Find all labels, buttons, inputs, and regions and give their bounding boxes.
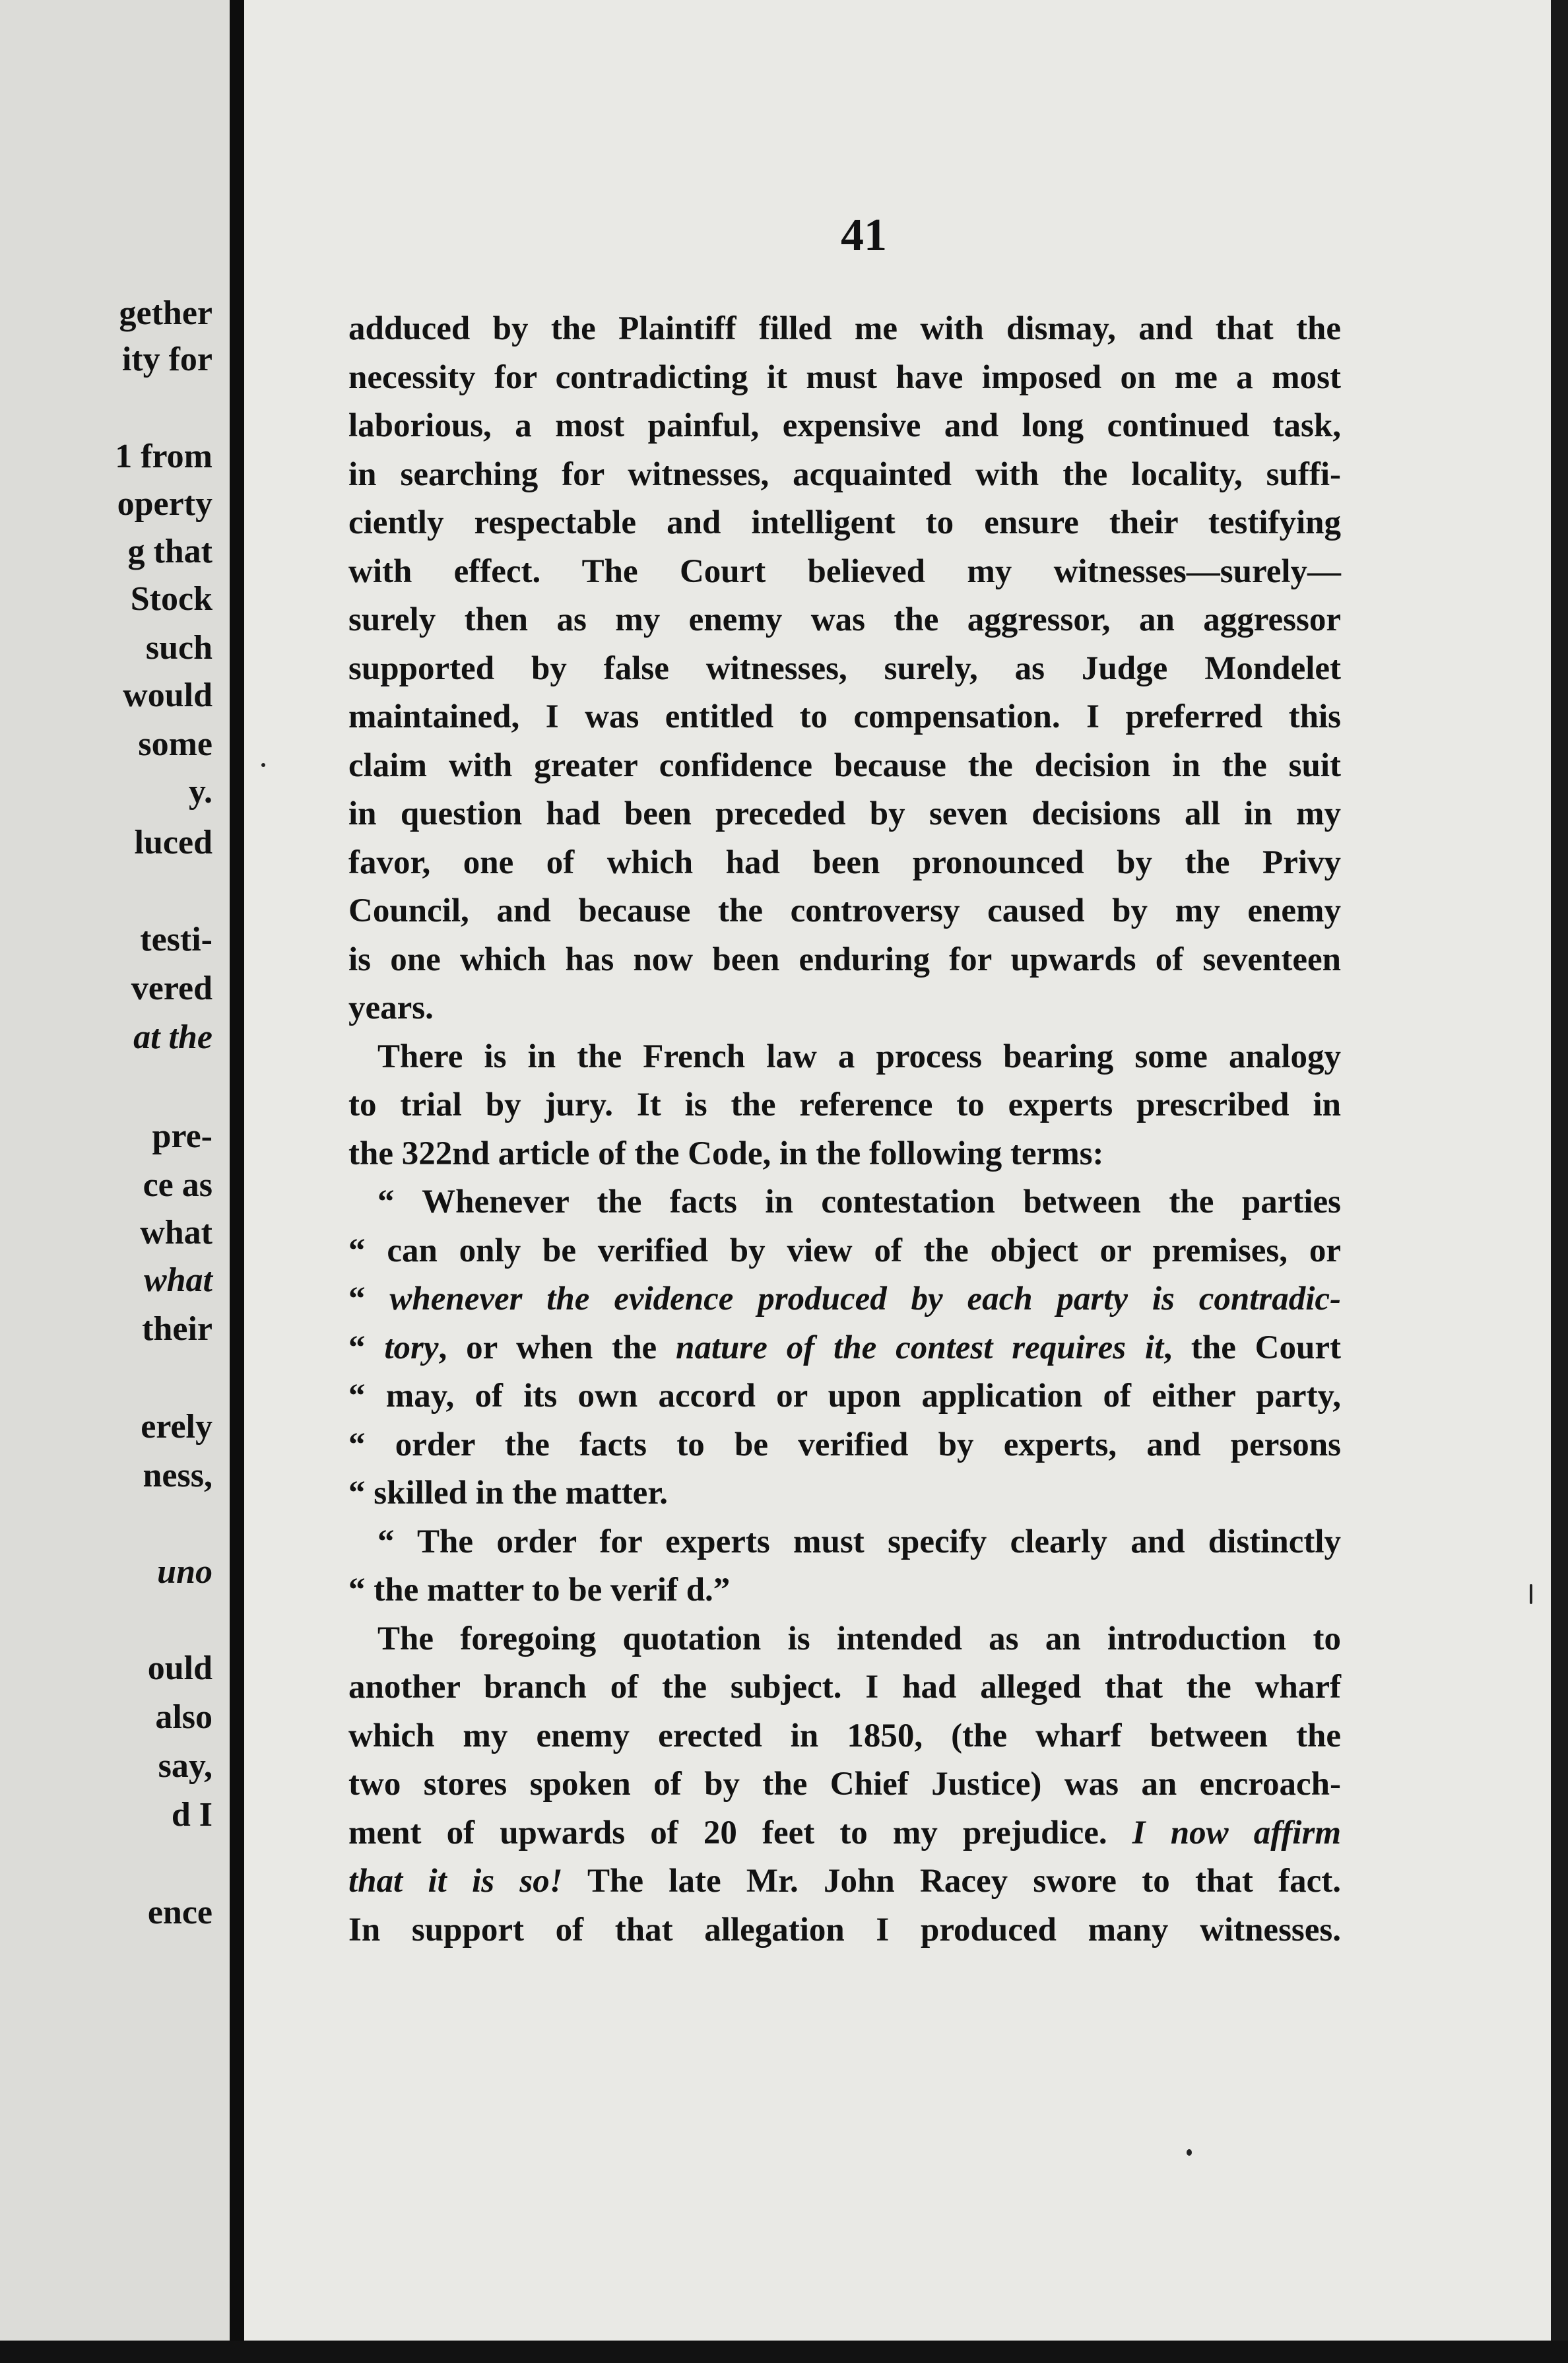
left-page-fragment: testi- [140,921,212,958]
text-line [348,1421,1341,1470]
left-page-fragment: such [145,629,212,667]
text-line [348,305,1341,354]
left-page-fragment: ce as [143,1166,212,1204]
left-page-fragment: say, [158,1747,212,1785]
text-line [348,1663,1341,1712]
left-page-fragment: ence [147,1894,212,1931]
text-line [348,839,1341,888]
text-span: Council, and because the controversy caused by my enemy [348,892,1341,929]
italic-text-span: I now affirm [1132,1814,1341,1851]
text-line [348,1033,1341,1082]
text-line [348,645,1341,694]
text-line [348,936,1341,985]
text-span: necessity for contradicting it must have imposed on me a most [348,358,1341,396]
text-span: “ [348,1329,385,1366]
text-span: surely then as my enemy was the aggressor, an aggressor [348,601,1341,638]
text-span: The late Mr. John Racey swore to that fact. [562,1863,1341,1900]
text-span: two stores spoken of by the Chief Justice) was an encroach- [348,1766,1341,1803]
text-span: ment of upwards of 20 feet to my prejudice. [348,1814,1132,1851]
text-line [348,693,1341,742]
text-span: There is in the French law a process bearing some analogy [377,1038,1341,1075]
text-line [348,1081,1341,1130]
scan-bottom-edge [0,2341,1568,2363]
left-page-fragment: at the [133,1018,212,1056]
text-span: maintained, I was entitled to compensation. I preferred this [348,698,1341,735]
text-line [348,887,1341,936]
text-line [348,1712,1341,1761]
text-span: , or when the [438,1329,676,1366]
left-page-fragment: would [123,677,212,714]
text-span: is one which has now been enduring for upwards of seventeen [348,941,1341,978]
text-span: “ order the facts to be verified by experts, and persons [348,1426,1341,1463]
left-page-fragment: luced [134,824,212,861]
left-page-fragment: what [140,1214,212,1251]
text-line [348,1809,1341,1858]
left-page-fragment: vered [131,970,212,1007]
left-page-fragment: some [138,725,212,763]
text-span: , the Court [1163,1329,1341,1366]
text-line [348,596,1341,645]
left-page-fragment: Stock [130,580,212,618]
left-page-fragment: y. [188,773,212,811]
text-span: In support of that allegation I produced many witnesses. [348,1911,1341,1948]
print-speck [261,763,265,767]
text-span: years. [348,989,434,1026]
text-span: the 322nd article of the Code, in the following terms: [348,1135,1104,1172]
print-speck [1187,2149,1192,2156]
print-speck [1530,1584,1532,1604]
text-line [348,354,1341,403]
page-body-text [348,305,1341,1954]
left-page-fragment: their [142,1310,212,1348]
left-page-fragment: ity for [121,341,212,378]
text-line [348,1372,1341,1421]
left-page-fragment: operty [117,485,212,523]
left-page-fragment: d I [171,1796,212,1834]
left-page-fragment: uno [157,1553,212,1591]
left-page-fragment: gether [119,294,212,332]
text-line [348,742,1341,791]
text-line [348,499,1341,548]
book-gutter [230,0,244,2363]
text-span: which my enemy erected in 1850, (the wharf between the [348,1717,1341,1754]
text-span: “ can only be verified by view of the object or premises, or [348,1232,1341,1269]
italic-text-span: that it is so! [348,1863,563,1900]
italic-text-span: nature of the contest requires it [676,1329,1164,1366]
text-span: in question had been preceded by seven decisions all in my [348,795,1341,832]
left-page-fragment: g that [127,533,212,570]
text-span: ciently respectable and intelligent to ensure their testifying [348,504,1341,541]
text-span: to trial by jury. It is the reference to experts prescribed in [348,1086,1341,1123]
left-page-fragment: ness, [143,1457,212,1494]
text-line [348,402,1341,451]
text-line [348,1760,1341,1809]
text-line [348,1566,1341,1615]
text-line [348,984,1341,1033]
text-span: claim with greater confidence because the decision in the suit [348,747,1341,784]
text-span: laborious, a most painful, expensive and long continued task, [348,407,1341,444]
left-page-fragment: 1 from [115,438,212,475]
text-line [348,790,1341,839]
left-page-fragment: what [143,1261,212,1299]
page-number: 41 [841,210,887,261]
italic-text-span: tory [384,1329,439,1366]
text-span: “ Whenever the facts in contestation between the parties [377,1183,1341,1220]
text-span: “ The order for experts must specify clearly and distinctly [377,1523,1341,1560]
left-page-fragment: erely [141,1408,212,1446]
text-span: “ may, of its own accord or upon application of either party, [348,1378,1341,1414]
text-line [348,1906,1341,1955]
text-span: favor, one of which had been pronounced by the Privy [348,844,1341,881]
text-line [348,1178,1341,1227]
text-span: adduced by the Plaintiff filled me with dismay, and that the [348,310,1341,347]
text-line [348,1324,1341,1373]
text-span: with effect. The Court believed my witnesses—surely— [348,552,1341,590]
text-span: “ [348,1281,390,1317]
text-line [348,1227,1341,1276]
scan-right-edge [1551,0,1568,2363]
text-line [348,451,1341,500]
italic-text-span: whenever the evidence produced by each party is contradic- [389,1281,1341,1317]
text-line [348,1469,1341,1518]
text-span: “ the matter to be verif d.” [348,1572,731,1609]
left-page-fragment: ould [147,1649,212,1687]
text-line [348,1130,1341,1179]
text-line [348,1275,1341,1324]
text-span: supported by false witnesses, surely, as Judge Mondelet [348,649,1341,687]
text-span: another branch of the subject. I had alleged that the wharf [348,1669,1341,1706]
text-span: The foregoing quotation is intended as an introduction to [377,1620,1341,1657]
left-page-fragment: pre- [152,1117,212,1155]
left-page-fragment: also [155,1698,212,1736]
text-line [348,1857,1341,1906]
text-line [348,1518,1341,1567]
text-line [348,548,1341,597]
text-span: “ skilled in the matter. [348,1475,669,1512]
text-span: in searching for witnesses, acquainted with the locality, suffi- [348,455,1341,493]
text-line [348,1615,1341,1664]
